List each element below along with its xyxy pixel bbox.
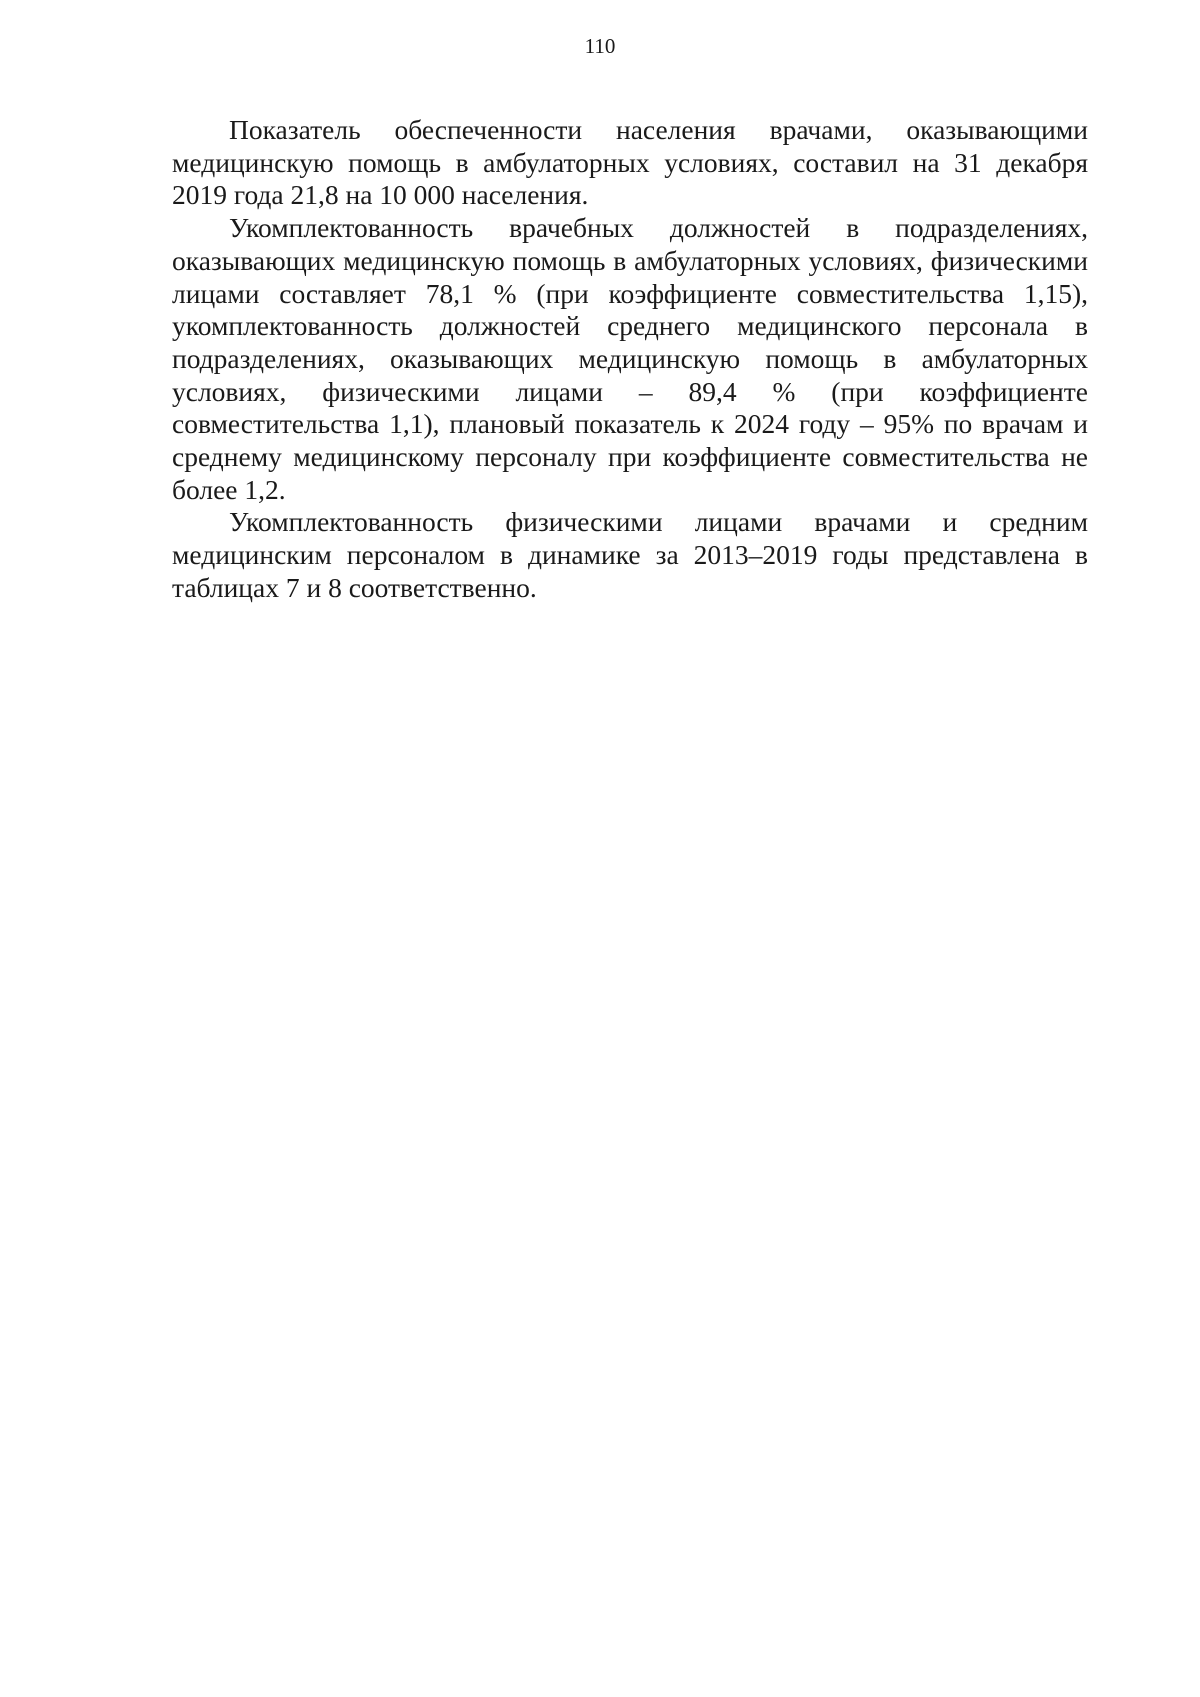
paragraph-staffing-levels: Укомплектованность врачебных должностей в подразделениях, оказывающих медицинскую помощь в амбулаторных условиях, физическими лицами составляет 78,1 % (при коэффициенте совместительства 1,15), укомплектованность должностей среднего медицинского персонала в подразделениях, оказывающих медицинскую помощь в амбулаторных условиях, физическими лицами – 89,4 % (при коэффициенте совместительства 1,1), плановый показатель к 2024 году – 95% по врачам и среднему медицинскому персоналу при коэффициенте совместительства не более 1,2. bbox=[172, 212, 1088, 505]
paragraph-staffing-dynamics: Укомплектованность физическими лицами врачами и средним медицинским персоналом в динамике за 2013–2019 годы представлена в таблицах 7 и 8 соответственно. bbox=[172, 506, 1088, 603]
document-body bbox=[172, 114, 1088, 605]
page-number: 110 bbox=[584, 34, 616, 58]
paragraph-doctor-availability: Показатель обеспеченности населения врачами, оказывающими медицинскую помощь в амбулаторных условиях, составил на 31 декабря 2019 года 21,8 на 10 000 населения. bbox=[172, 114, 1088, 211]
